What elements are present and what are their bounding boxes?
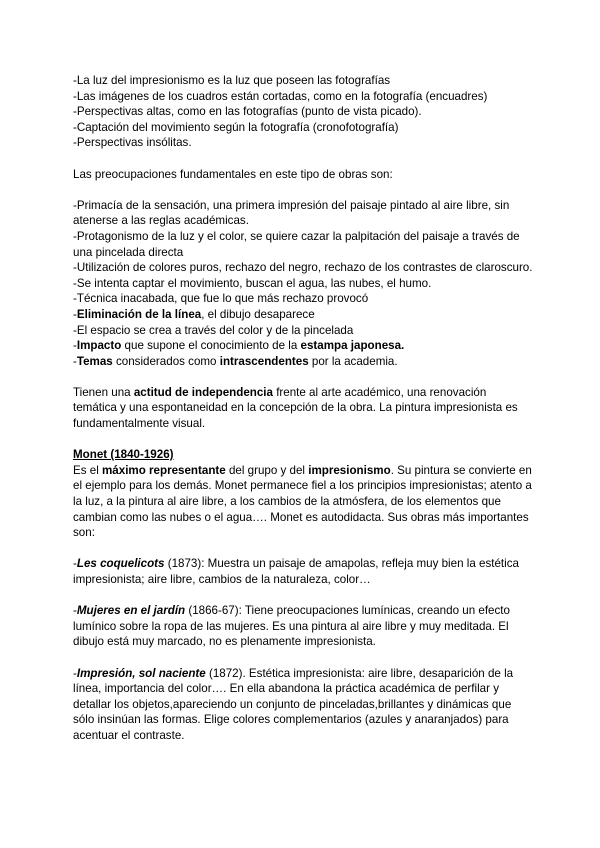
dash: - (73, 557, 77, 571)
text: Tienen una (73, 385, 134, 399)
monet-paragraph (73, 463, 533, 541)
list-item: -La luz del impresionismo es la luz que poseen las fotografías (73, 74, 391, 87)
text: (1873): Muestra un paisaje de amapolas, refleja muy bien la estética impresionista; aire libre, cambios de la naturaleza, color… (73, 557, 519, 586)
bold-text: impresionismo (308, 463, 391, 477)
text: (1866-67): Tiene preocupaciones lumínicas, creando un efecto lumínico sobre la ropa de las mujeres. Es una pintura al aire libre y muy meditada. El dibujo está muy marcado, no es plenamente impresionista. (73, 604, 510, 649)
bold-text: Impacto (76, 339, 122, 353)
work-title: Les coquelicots (76, 557, 165, 571)
list-item (73, 307, 533, 323)
text: frente al arte académico, una renovación temática y una espontaneidad en la concepción de la obra. La pintura impresionista es fundamentalmente visual. (73, 385, 518, 431)
list-item (73, 354, 533, 370)
text: por la academia. (308, 354, 398, 368)
dash: - (73, 604, 77, 618)
bold-text: Temas (76, 354, 113, 368)
actitud-paragraph (73, 385, 533, 432)
obra-mujeres-jardin (73, 603, 533, 650)
list-item: -Primacía de la sensación, una primera impresión del paisaje pintado al aire libre, sin atenerse a las reglas académicas. (73, 198, 510, 228)
obra-impresion-sol-naciente (73, 666, 533, 744)
list-item: -Técnica inacabada, que fue lo que más rechazo provocó (73, 292, 369, 306)
preocupaciones-list (73, 198, 533, 370)
text: Es el (73, 463, 102, 477)
intro-list (73, 73, 533, 151)
list-item: -Perspectivas altas, como en las fotografías (punto de vista picado). (73, 105, 422, 119)
text: (1872). Estética impresionista: aire libre, desaparición de la línea, importancia del color…. En ella abandona la práctica académica de perfilar y detallar los objetos,apareciendo un conjunto de pinceladas,brillantes y dinámicas que sólo insinúan las formas. Elige colores complementarios (azules y anaranjados) para acentuar el contraste. (73, 666, 514, 742)
dash: - (73, 354, 77, 368)
bold-text: estampa japonesa. (300, 339, 405, 353)
list-item: -Protagonismo de la luz y el color, se quiere cazar la palpitación del paisaje a través de una pincelada directa (73, 229, 520, 259)
list-item: -Las imágenes de los cuadros están cortadas, como en la fotografía (encuadres) (73, 89, 488, 103)
monet-heading: Monet (1840-1926) (73, 448, 174, 462)
dash: - (73, 307, 77, 321)
list-item: -Utilización de colores puros, rechazo del negro, rechazo de los contrastes de claroscuro. (73, 261, 533, 275)
list-item: -El espacio se crea a través del color y de la pincelada (73, 323, 354, 337)
document-body (73, 73, 533, 744)
bold-text: Eliminación de la línea (76, 307, 202, 321)
obra-coquelicots (73, 556, 533, 587)
preocupaciones-heading: Las preocupaciones fundamentales en este tipo de obras son: (73, 167, 393, 181)
list-item: -Captación del movimiento según la fotografía (cronofotografía) (73, 120, 399, 134)
list-item: -Se intenta captar el movimiento, buscan el agua, las nubes, el humo. (73, 276, 432, 290)
dash: - (73, 666, 77, 680)
text: . Su pintura se convierte en el ejemplo para los demás. Monet permanece fiel a los principios impresionistas; atento a la luz, a la pintura al aire libre, a los cambios de la atmósfera, de los elementos que cambian como las nubes o el agua…. Monet es autodidacta. Sus obras más importantes son: (73, 463, 532, 540)
text: que supone el conocimiento de la (121, 339, 301, 353)
bold-text: actitud de independencia (133, 385, 273, 399)
text: del grupo y del (225, 463, 309, 477)
work-title: Impresión, sol naciente (76, 666, 206, 680)
text: considerados como (112, 354, 220, 368)
list-item (73, 338, 533, 354)
bold-text: intrascendentes (219, 354, 309, 368)
dash: - (73, 339, 77, 353)
bold-text: máximo representante (102, 463, 226, 477)
text: , el dibujo desaparece (201, 307, 315, 321)
list-item: -Perspectivas insólitas. (73, 136, 192, 150)
work-title: Mujeres en el jardín (76, 604, 186, 618)
